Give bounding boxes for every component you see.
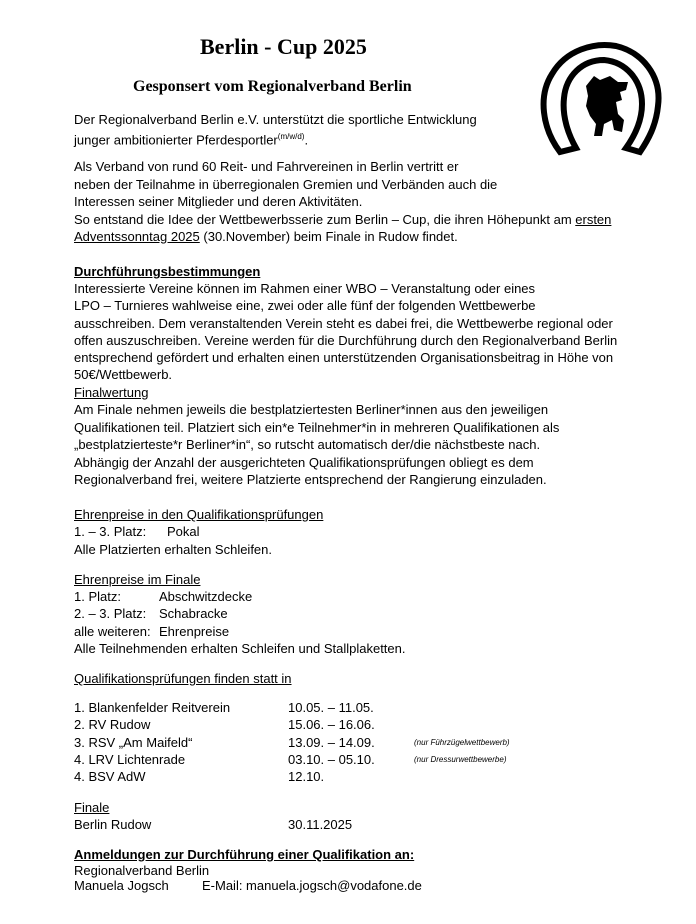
quali-venue: 2. RV Rudow <box>74 717 151 732</box>
document-subtitle: Gesponsert vom Regionalverband Berlin <box>133 78 412 95</box>
ehrenpreise-quali-place: 1. – 3. Platz: <box>74 524 147 539</box>
quali-venue: 1. Blankenfelder Reitverein <box>74 700 231 715</box>
finale-heading: Finale <box>74 800 110 815</box>
finalwertung-line: Am Finale nehmen jeweils die bestplatziertesten Berliner*innen aus den jeweiligen <box>74 402 549 417</box>
qualifikationen-heading: Qualifikationsprüfungen finden statt in <box>74 671 292 686</box>
finale-date: 30.11.2025 <box>288 817 353 832</box>
berlin-bear-horseshoe-icon <box>538 40 666 168</box>
verband-line-1: Als Verband von rund 60 Reit- und Fahrvereinen in Berlin vertritt er <box>74 159 459 174</box>
quali-date: 12.10. <box>288 769 325 784</box>
durchfuehrung-line: ausschreiben. Dem veranstaltenden Verein steht es dabei frei, die Wettbewerbe regional oder <box>74 316 613 331</box>
durchfuehrung-line: entsprechend gefördert und erhalten einen unterstützenden Organisationsbeitrag in Höhe von <box>74 350 614 365</box>
finalwertung-line: Qualifikationen teil. Platziert sich ein*e Teilnehmer*in in mehreren Qualifikationen als <box>74 420 560 435</box>
intro-line-2-text: junger ambitionierter Pferdesportler <box>74 132 278 148</box>
intro-line-2 <box>74 128 308 149</box>
verband-line-4-underlined: ersten <box>575 212 612 227</box>
finale-prize: Abschwitzdecke <box>159 589 253 604</box>
gender-suffix: (m/w/d) <box>277 132 305 141</box>
finale-prize: Schabracke <box>159 606 228 621</box>
quali-venue: 3. RSV „Am Maifeld“ <box>74 735 193 750</box>
verband-line-5-text: (30.November) beim Finale in Rudow findet. <box>199 229 458 244</box>
verband-line-4 <box>74 211 611 228</box>
finalwertung-line: Abhängig der Anzahl der ausgerichteten Qualifikationsprüfungen obliegt es dem <box>74 455 534 470</box>
ehrenpreise-quali-heading: Ehrenpreise in den Qualifikationsprüfungen <box>74 507 324 522</box>
finalwertung-heading: Finalwertung <box>74 385 149 400</box>
anmeldung-email[interactable]: E-Mail: manuela.jogsch@vodafone.de <box>202 878 422 893</box>
ehrenpreise-quali-prize: Pokal <box>167 524 200 539</box>
anmeldung-heading: Anmeldungen zur Durchführung einer Qualifikation an: <box>74 847 415 862</box>
durchfuehrung-heading: Durchführungsbestimmungen <box>74 264 261 279</box>
finale-prize: Ehrenpreise <box>159 624 230 639</box>
intro-line-2-end: . <box>304 132 309 148</box>
anmeldung-person: Manuela Jogsch <box>74 878 169 893</box>
quali-venue: 4. LRV Lichtenrade <box>74 752 186 767</box>
verband-line-2: neben der Teilnahme in überregionalen Gremien und Verbänden auch die <box>74 177 498 192</box>
document-title: Berlin - Cup 2025 <box>200 34 367 59</box>
ehrenpreise-finale-note: Alle Teilnehmenden erhalten Schleifen und Stallplaketten. <box>74 641 406 656</box>
quali-venue: 4. BSV AdW <box>74 769 146 784</box>
verband-line-3: Interessen seiner Mitglieder und deren Aktivitäten. <box>74 194 363 209</box>
quali-note: (nur Führzügelwettbewerb) <box>414 738 510 747</box>
finalwertung-line: Regionalverband frei, weitere Platzierte entsprechend der Rangierung einzuladen. <box>74 472 547 487</box>
quali-date: 13.09. – 14.09. <box>288 735 375 750</box>
ehrenpreise-quali-note: Alle Platzierten erhalten Schleifen. <box>74 542 273 557</box>
finale-prize-place: 2. – 3. Platz: <box>74 606 147 621</box>
finale-prize-place: 1. Platz: <box>74 589 121 604</box>
ehrenpreise-finale-heading: Ehrenpreise im Finale <box>74 572 201 587</box>
finale-place: Berlin Rudow <box>74 817 152 832</box>
durchfuehrung-line: Interessierte Vereine können im Rahmen einer WBO – Veranstaltung oder eines <box>74 281 536 296</box>
quali-date: 10.05. – 11.05. <box>288 700 374 715</box>
quali-date: 03.10. – 05.10. <box>288 752 375 767</box>
durchfuehrung-line: offen auszuschreiben. Vereine werden für die Durchführung durch den Regionalverband Berlin <box>74 333 618 348</box>
finale-prize-place: alle weiteren: <box>74 624 151 639</box>
verband-line-5-underlined: Adventssonntag 2025 <box>74 229 200 244</box>
finalwertung-line: „bestplatzierteste*r Berliner*in“, so rutscht automatisch der/die nächstbeste nach. <box>74 437 541 452</box>
durchfuehrung-line: 50€/Wettbewerb. <box>74 367 173 382</box>
verband-line-4-text: So entstand die Idee der Wettbewerbsserie zum Berlin – Cup, die ihren Höhepunkt am <box>74 212 576 227</box>
durchfuehrung-line: LPO – Turnieres wahlweise eine, zwei oder alle fünf der folgenden Wettbewerbe <box>74 298 536 313</box>
verband-line-5 <box>74 228 458 245</box>
intro-line-1: Der Regionalverband Berlin e.V. unterstützt die sportliche Entwicklung <box>74 112 477 127</box>
quali-date: 15.06. – 16.06. <box>288 717 375 732</box>
quali-note: (nur Dressurwettbewerbe) <box>414 755 507 764</box>
anmeldung-org: Regionalverband Berlin <box>74 863 210 878</box>
